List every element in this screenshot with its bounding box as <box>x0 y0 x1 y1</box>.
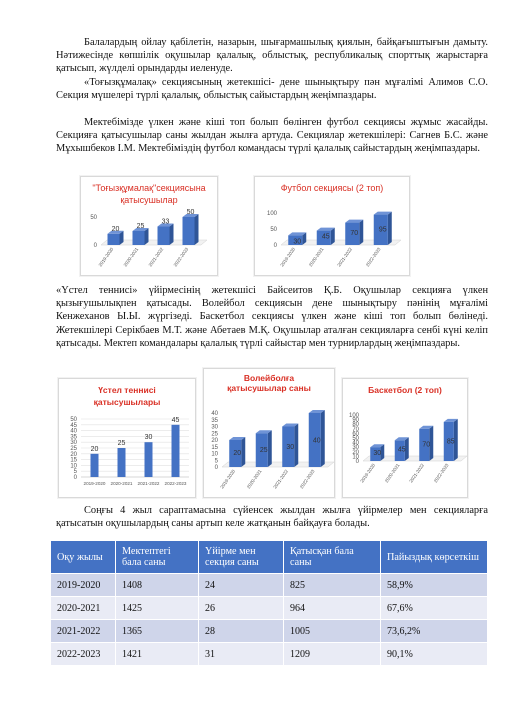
bar <box>145 442 153 477</box>
table-cell: 24 <box>199 574 284 597</box>
chart-togyzkumalak <box>80 176 218 276</box>
y-tick-label: 0 <box>73 475 77 481</box>
data-label: 45 <box>321 233 330 241</box>
bar-side <box>145 228 149 245</box>
bar-side <box>241 437 245 467</box>
chart-title: қатысушылар <box>120 195 178 205</box>
bar-side <box>359 220 363 245</box>
y-tick-label: 10 <box>352 454 359 461</box>
y-tick-label: 60 <box>352 431 359 438</box>
bar-side <box>294 424 298 468</box>
y-tick-label: 10 <box>211 451 218 458</box>
x-tick-label: 2020-2021 <box>245 468 263 490</box>
paragraph-sections: «Үстел теннисі» үйірмесінің жетекшісі Байсеитов Қ.Б. Оқушылар секцияға үлкен қызығушылықпен қатысады. Волейбол секциясын дене шынықтыру пәнінің мұғалімі Кенжеханов Ы.Ы. жүргізеді. Баскетбол секциясы үлкен және кіші топ болып бөлінеді. Жетекшілері Серікбаев М.Т. және Абетаев М.Қ. Оқушылар аталған секцияларға сенбі күні келіп қатысады. Мектеп командалары қалалық түрлі сайыстар мен турнирлардың жеңімпаздары. <box>56 285 488 349</box>
y-tick-label: 30 <box>211 424 218 431</box>
table-cell: 2020-2021 <box>51 597 116 620</box>
paragraph-summary: Соңғы 4 жыл сараптамасына сүйенсек жылдан жылға үйірмелер мен секцияларға қатысатын оқушылардың саны артып келе жатқанын байқауға болады. <box>56 505 488 530</box>
table-cell: 1365 <box>116 620 199 643</box>
x-tick-label: 2021-2022 <box>408 462 426 484</box>
chart-table-tennis <box>58 378 196 498</box>
header-year: Оқу жылы <box>51 541 116 574</box>
statistics-table <box>50 540 488 666</box>
chart-title: Футбол секциясы (2 топ) <box>280 183 384 193</box>
bar <box>172 425 180 477</box>
table-row <box>51 643 488 666</box>
y-tick-label: 80 <box>352 422 359 429</box>
bar-side <box>195 214 199 245</box>
y-tick-label: 20 <box>352 449 359 456</box>
data-label: 45 <box>171 416 180 424</box>
chart-title: Волейболға <box>243 373 295 383</box>
y-tick-label: 25 <box>70 446 77 452</box>
table-cell: 1209 <box>284 643 381 666</box>
y-tick-label: 100 <box>348 413 359 419</box>
table-cell: 67,6% <box>381 597 488 620</box>
y-tick-label: 0 <box>355 459 359 465</box>
chart-title: "Тоғызқұмалақ"секциясына <box>92 183 206 193</box>
y-tick-label: 40 <box>211 411 218 417</box>
bar-side <box>331 228 335 245</box>
chart-football <box>254 176 410 276</box>
table-cell: 26 <box>199 597 284 620</box>
paragraph-intro: Балалардың ойлау қабілетін, назарын, шығармашылық қиялын, байқағыштығын дамыту. Нәтижесінде көпшілік оқушылар қалалық, облыстық, республикалық спорттық жарыстарға қатысып, жүлделі орындарды иеленуде. <box>56 37 488 75</box>
data-label: 20 <box>90 445 99 453</box>
chart-title: қатысушылар саны <box>227 383 311 393</box>
x-tick-label: 2022-2023 <box>298 468 316 490</box>
y-tick-label: 30 <box>70 440 77 447</box>
data-label: 45 <box>397 446 406 454</box>
x-tick-label: 2019-2020 <box>279 246 297 268</box>
data-label: 25 <box>117 440 126 447</box>
table-cell: 2019-2020 <box>51 574 116 597</box>
bar-side <box>170 224 174 245</box>
table-row <box>51 574 488 597</box>
table-cell: 825 <box>284 574 381 597</box>
bar <box>118 448 126 477</box>
data-label: 30 <box>286 443 295 451</box>
chart-title: Баскетбол (2 топ) <box>368 385 442 395</box>
y-tick-label: 50 <box>352 436 359 442</box>
y-tick-label: 30 <box>352 445 359 452</box>
bar-side <box>268 430 272 467</box>
data-label: 25 <box>136 223 145 230</box>
x-tick-label: 2022-2023 <box>432 462 450 484</box>
x-tick-label: 2020-2021 <box>122 246 140 268</box>
table-cell: 2021-2022 <box>51 620 116 643</box>
y-tick-label: 0 <box>214 465 218 471</box>
paragraph-football: Мектебімізде үлкен және кіші топ болып бөлінген футбол секциясы жұмыс жасайды. Секцияға қатысушылар саны жылдан жылға артуда. Секциялар жетекшілері: Сагнев Б.С. және Мұхышбеков І.М. Мектебіміздің футбол командасы түрлі қалалық сайыстардың жеңімпаздары. <box>56 117 488 155</box>
table-cell: 58,9% <box>381 574 488 597</box>
data-label: 25 <box>259 446 268 454</box>
x-tick-label: 2019-2020 <box>83 481 106 486</box>
table-cell: 2022-2023 <box>51 643 116 666</box>
table-cell: 1408 <box>116 574 199 597</box>
table-cell: 1421 <box>116 643 199 666</box>
paragraph-togyzkumalak: «Тоғызқұмалақ» секциясының жетекшісі- дене шынықтыру пән мұғалімі Алимов С.О. Секция мүшелері түрлі қалалық, облыстық сайыстардың жеңімпаздары. <box>56 77 488 102</box>
data-label: 40 <box>312 437 321 445</box>
y-tick-label: 10 <box>70 463 77 470</box>
x-tick-label: 2020-2021 <box>110 481 133 486</box>
y-tick-label: 15 <box>211 444 218 451</box>
y-tick-label: 25 <box>211 431 218 438</box>
y-tick-label: 15 <box>70 457 77 464</box>
header-percent: Пайыздық көрсеткіш <box>381 541 488 574</box>
chart-basketball <box>342 378 468 498</box>
y-tick-label: 40 <box>70 428 77 435</box>
x-tick-label: 2019-2020 <box>359 462 377 484</box>
bar <box>91 454 99 477</box>
table-cell: 73,6,2% <box>381 620 488 643</box>
y-tick-label: 70 <box>352 426 359 433</box>
y-tick-label: 35 <box>211 417 218 424</box>
data-label: 20 <box>233 449 242 457</box>
y-tick-label: 100 <box>266 211 277 217</box>
data-label: 70 <box>350 229 359 237</box>
table-cell: 28 <box>199 620 284 643</box>
bar-side <box>321 410 325 467</box>
header-participants: Қатысқан бала саны <box>284 541 381 574</box>
table-header-row <box>51 541 488 574</box>
y-tick-label: 50 <box>70 417 77 423</box>
x-tick-label: 2019-2020 <box>97 246 115 268</box>
x-tick-label: 2022-2023 <box>364 246 382 268</box>
chart-volleyball <box>203 368 335 498</box>
x-tick-label: 2020-2021 <box>383 462 401 484</box>
bar <box>158 227 170 245</box>
y-tick-label: 20 <box>70 451 77 458</box>
table-cell: 31 <box>199 643 284 666</box>
bar <box>133 231 145 245</box>
y-tick-label: 0 <box>93 243 97 249</box>
data-label: 30 <box>144 434 153 442</box>
x-tick-label: 2021-2022 <box>272 468 290 490</box>
table-cell: 90,1% <box>381 643 488 666</box>
data-label: 70 <box>422 441 431 449</box>
y-tick-label: 50 <box>90 215 97 221</box>
data-label: 33 <box>161 218 170 226</box>
y-tick-label: 45 <box>70 422 77 429</box>
table-row <box>51 620 488 643</box>
data-label: 20 <box>111 225 120 233</box>
y-tick-label: 40 <box>352 440 359 447</box>
y-tick-label: 20 <box>211 438 218 444</box>
x-tick-label: 2021-2022 <box>336 246 354 268</box>
table-row <box>51 597 488 620</box>
data-label: 30 <box>293 238 302 246</box>
x-tick-label: 2021-2022 <box>147 246 165 268</box>
table-cell: 1005 <box>284 620 381 643</box>
data-label: 85 <box>446 438 455 446</box>
bar <box>183 217 195 245</box>
data-label: 50 <box>186 209 195 216</box>
data-label: 30 <box>373 450 382 458</box>
header-students: Мектептегі бала саны <box>116 541 199 574</box>
y-tick-label: 5 <box>73 469 77 476</box>
x-tick-label: 2021-2022 <box>137 481 160 486</box>
y-tick-label: 90 <box>352 417 359 424</box>
y-tick-label: 0 <box>273 243 277 249</box>
y-tick-label: 50 <box>270 227 277 233</box>
x-tick-label: 2022-2023 <box>164 481 187 486</box>
chart-title: қатысушылары <box>93 397 161 407</box>
table-cell: 1425 <box>116 597 199 620</box>
table-cell: 964 <box>284 597 381 620</box>
bar <box>108 234 120 245</box>
x-tick-label: 2022-2023 <box>172 246 190 268</box>
y-tick-label: 35 <box>70 434 77 441</box>
x-tick-label: 2020-2021 <box>307 246 325 268</box>
header-sections: Үйірме мен секция саны <box>199 541 284 574</box>
x-tick-label: 2019-2020 <box>219 468 237 490</box>
data-label: 95 <box>378 226 387 234</box>
y-tick-label: 5 <box>214 458 218 465</box>
bar-side <box>388 212 392 245</box>
chart-title: Үстел теннисі <box>98 385 156 395</box>
